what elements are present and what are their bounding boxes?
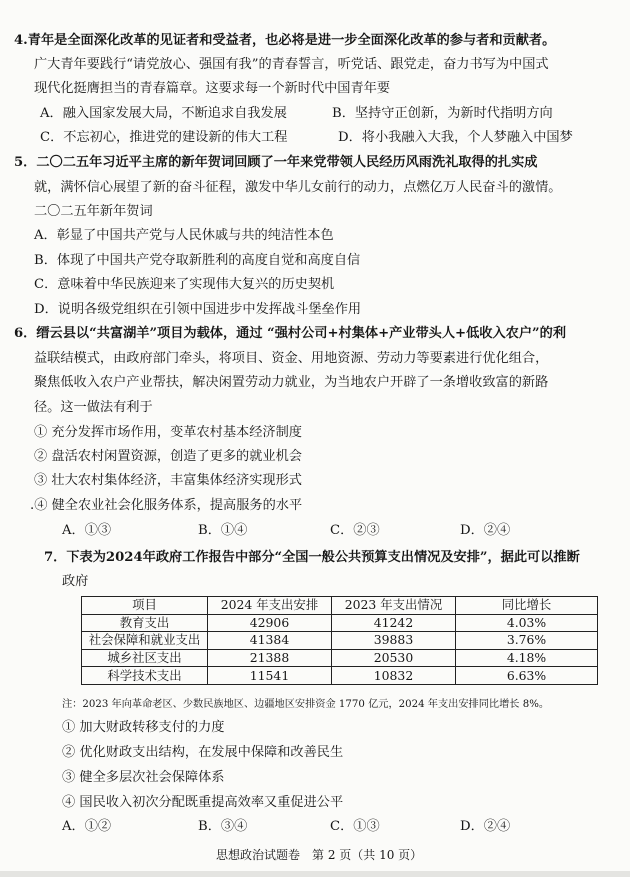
q7-answer-c: C．①③ bbox=[330, 819, 380, 834]
table-cell: 教育支出 bbox=[82, 614, 208, 632]
table-header-cell: 项目 bbox=[82, 597, 208, 615]
q4-option-b: B．坚持守正创新，为新时代指明方向 bbox=[332, 106, 553, 121]
table-row bbox=[82, 667, 598, 685]
q6-item-4: .④ 健全农业社会化服务体系，提高服务的水平 bbox=[30, 498, 303, 513]
table-cell: 科学技术支出 bbox=[82, 667, 208, 685]
q6-answer-a: A．①③ bbox=[62, 523, 112, 538]
q6-item-2: ② 盘活农村闲置资源，创造了更多的就业机会 bbox=[34, 449, 302, 464]
q6-answer-d: D．②④ bbox=[460, 523, 511, 538]
table-cell: 城乡社区支出 bbox=[82, 649, 208, 667]
table-row bbox=[82, 649, 598, 667]
table-header-row bbox=[82, 597, 598, 615]
table-cell: 41242 bbox=[332, 614, 456, 632]
table-header-cell: 同比增长 bbox=[456, 597, 598, 615]
table-cell: 4.18% bbox=[456, 649, 598, 667]
q6-answer-b: B．①④ bbox=[198, 523, 248, 538]
q7-item-3: ③ 健全多层次社会保障体系 bbox=[62, 770, 225, 785]
q6-item-3: ③ 壮大农村集体经济，丰富集体经济实现形式 bbox=[34, 473, 302, 488]
table-cell: 11541 bbox=[208, 667, 332, 685]
q5-stem-line-1: 5．二〇二五年习近平主席的新年贺词回顾了一年来党带领人民经历风雨洗礼取得的扎实成 bbox=[14, 155, 538, 170]
page-bottom-edge bbox=[0, 871, 630, 877]
q6-stem-line-4: 径。这一做法有利于 bbox=[34, 400, 153, 415]
q6-stem-line-3: 聚焦低收入农户产业帮扶，解决闲置劳动力就业，为当地农户开辟了一条增收致富的新路 bbox=[34, 375, 549, 390]
q7-answer-a: A．①② bbox=[62, 819, 112, 834]
q7-stem-line-1: 7．下表为2024年政府工作报告中部分“全国一般公共预算支出情况及安排”，据此可以推断 bbox=[44, 550, 580, 565]
table-row bbox=[82, 614, 598, 632]
table-cell: 10832 bbox=[332, 667, 456, 685]
q7-answer-d: D．②④ bbox=[460, 819, 511, 834]
table-cell: 4.03% bbox=[456, 614, 598, 632]
table-cell: 39883 bbox=[332, 632, 456, 650]
q7-item-4: ④ 国民收入初次分配既重提高效率又重促进公平 bbox=[62, 795, 344, 810]
q7-table-note: 注：2023 年向革命老区、少数民族地区、边疆地区安排资金 1770 亿元，2024 年支出安排同比增长 8%。 bbox=[62, 699, 550, 710]
q6-stem-line-1: 6．缙云县以“共富湖羊”项目为载体，通过 “强村公司+村集体+产业带头人+低收入农户”的利 bbox=[14, 326, 567, 341]
table-cell: 3.76% bbox=[456, 632, 598, 650]
q4-option-d: D．将小我融入大我，个人梦融入中国梦 bbox=[338, 130, 573, 145]
q6-answer-c: C．②③ bbox=[330, 523, 380, 538]
q7-stem-line-2: 政府 bbox=[62, 574, 89, 589]
q5-stem-line-3: 二〇二五年新年贺词 bbox=[34, 204, 153, 219]
q5-option-b: B．体现了中国共产党夺取新胜利的高度自觉和高度自信 bbox=[34, 253, 361, 268]
table-cell: 6.63% bbox=[456, 667, 598, 685]
q4-option-c: C．不忘初心，推进党的建设新的伟大工程 bbox=[40, 130, 288, 145]
q6-stem-line-2: 益联结模式，由政府部门牵头，将项目、资金、用地资源、劳动力等要素进行优化组合， bbox=[34, 351, 549, 366]
q7-budget-table bbox=[81, 596, 598, 685]
table-header-cell: 2024 年支出安排 bbox=[208, 597, 332, 615]
q4-stem-line-1: 4.青年是全面深化改革的见证者和受益者，也必将是进一步全面深化改革的参与者和贡献者。 bbox=[14, 33, 556, 48]
q4-stem-line-3: 现代化挺膺担当的青春篇章。这要求每一个新时代中国青年要 bbox=[34, 81, 391, 96]
q5-stem-line-2: 就，满怀信心展望了新的奋斗征程，激发中华儿女前行的动力，点燃亿万人民奋斗的激情。 bbox=[34, 180, 562, 195]
table-cell: 21388 bbox=[208, 649, 332, 667]
table-header-cell: 2023 年支出情况 bbox=[332, 597, 456, 615]
q7-item-1: ① 加大财政转移支付的力度 bbox=[62, 720, 225, 735]
page-footer: 思想政治试题卷 第 2 页（共 10 页） bbox=[216, 848, 423, 862]
q5-option-d: D．说明各级党组织在引领中国进步中发挥战斗堡垒作用 bbox=[34, 302, 362, 317]
q4-option-a: A．融入国家发展大局，不断追求自我发展 bbox=[40, 106, 287, 121]
table-cell: 20530 bbox=[332, 649, 456, 667]
table-cell: 42906 bbox=[208, 614, 332, 632]
q5-option-a: A．彰显了中国共产党与人民休戚与共的纯洁性本色 bbox=[34, 228, 334, 243]
table-cell: 41384 bbox=[208, 632, 332, 650]
table-row bbox=[82, 632, 598, 650]
q7-answer-b: B．③④ bbox=[198, 819, 248, 834]
q6-item-1: ① 充分发挥市场作用，变革农村基本经济制度 bbox=[34, 425, 302, 440]
q7-item-2: ② 优化财政支出结构，在发展中保障和改善民生 bbox=[62, 745, 344, 760]
q5-option-c: C．意味着中华民族迎来了实现伟大复兴的历史契机 bbox=[34, 277, 335, 292]
q4-stem-line-2: 广大青年要践行“请党放心、强国有我”的青春誓言，听党话、跟党走，奋力书写为中国式 bbox=[34, 57, 549, 72]
table-cell: 社会保障和就业支出 bbox=[82, 632, 208, 650]
